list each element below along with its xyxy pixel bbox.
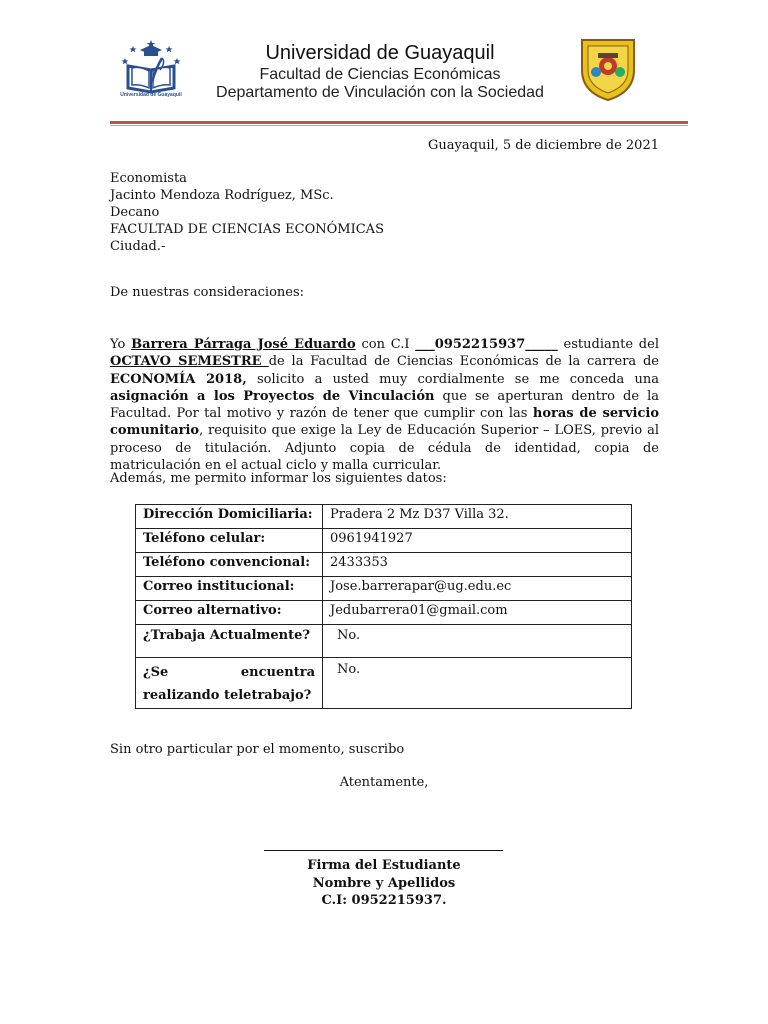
table-label: Dirección Domiciliaria: (136, 505, 323, 529)
table-label: Correo institucional: (136, 577, 323, 601)
recipient-name: Jacinto Mendoza Rodríguez, MSc. (110, 188, 334, 203)
department-name: Departamento de Vinculación con la Sociedad (216, 84, 544, 101)
body-text: Yo (110, 337, 132, 352)
table-label: Teléfono convencional: (136, 553, 323, 577)
table-value: Jedubarrera01@gmail.com (323, 601, 632, 625)
recipient-title: Economista (110, 171, 187, 186)
student-name: Barrera Párraga José Eduardo (131, 337, 356, 352)
student-data-table (135, 504, 632, 709)
faculty-name: Facultad de Ciencias Económicas (259, 66, 501, 83)
body-text: de la Facultad de Ciencias Económicas de la carrera de (268, 354, 659, 370)
student-id: ___0952215937_____ (415, 337, 558, 352)
table-intro: Además, me permito informar los siguientes datos: (110, 471, 447, 486)
body-text: solicito a usted muy cordialmente se me conceda una (246, 371, 660, 387)
recipient-city: Ciudad.- (110, 239, 166, 254)
table-row (136, 529, 632, 553)
table-label: Teléfono celular: (136, 529, 323, 553)
table-label: ¿Trabaja Actualmente? (136, 625, 323, 658)
table-row (136, 625, 632, 658)
body-text: estudiante del (557, 337, 659, 352)
table-value: 2433353 (323, 553, 632, 577)
salutation: De nuestras consideraciones: (110, 285, 305, 300)
letter-date: Guayaquil, 5 de diciembre de 2021 (428, 138, 659, 153)
semester: OCTAVO SEMESTRE (110, 354, 269, 370)
body-text: , requisito que exige la Ley de Educación Superior – LOES, previo al proceso de titulación. Adjunto copia de cédula de identidad, copia de matriculación en el actual ciclo y malla curricular. (110, 423, 659, 474)
table-row (136, 553, 632, 577)
faculty-seal (574, 36, 642, 102)
table-value: Pradera 2 Mz D37 Villa 32. (323, 505, 632, 529)
recipient-position: Decano (110, 205, 160, 220)
table-value: 0961941927 (323, 529, 632, 553)
table-value: Jose.barrerapar@ug.edu.ec (323, 577, 632, 601)
signature-line (264, 850, 503, 851)
recipient-institution: FACULTAD DE CIENCIAS ECONÓMICAS (110, 222, 384, 237)
table-label: ¿Se encuentra realizando teletrabajo? (136, 658, 323, 709)
regards: Atentamente, (339, 775, 429, 790)
header-divider-thin (110, 125, 688, 126)
signature-role: Firma del Estudiante (307, 858, 461, 873)
body-text: que se aperturan dentro de la Facultad. Por tal motivo y razón de tener que cumplir con las (110, 388, 659, 422)
signature-names: Nombre y Apellidos (312, 876, 456, 891)
hours-requirement: horas de servicio comunitario (110, 406, 659, 439)
header-divider (110, 121, 688, 124)
career: ECONOMÍA 2018, (110, 371, 247, 387)
university-logo-caption: Universidad de Guayaquil (120, 92, 182, 98)
closing-line: Sin otro particular por el momento, suscribo (110, 742, 405, 757)
table-row (136, 505, 632, 529)
table-value: No. (323, 658, 632, 709)
body-text: con C.I (355, 337, 416, 352)
table-row (136, 577, 632, 601)
table-value: No. (323, 625, 632, 658)
university-name: Universidad de Guayaquil (265, 42, 495, 64)
table-row (136, 601, 632, 625)
table-label: Correo alternativo: (136, 601, 323, 625)
letter-body (110, 336, 659, 474)
request: asignación a los Proyectos de Vinculación (110, 388, 435, 404)
table-row (136, 658, 632, 709)
signature-id: C.I: 0952215937. (321, 893, 447, 908)
